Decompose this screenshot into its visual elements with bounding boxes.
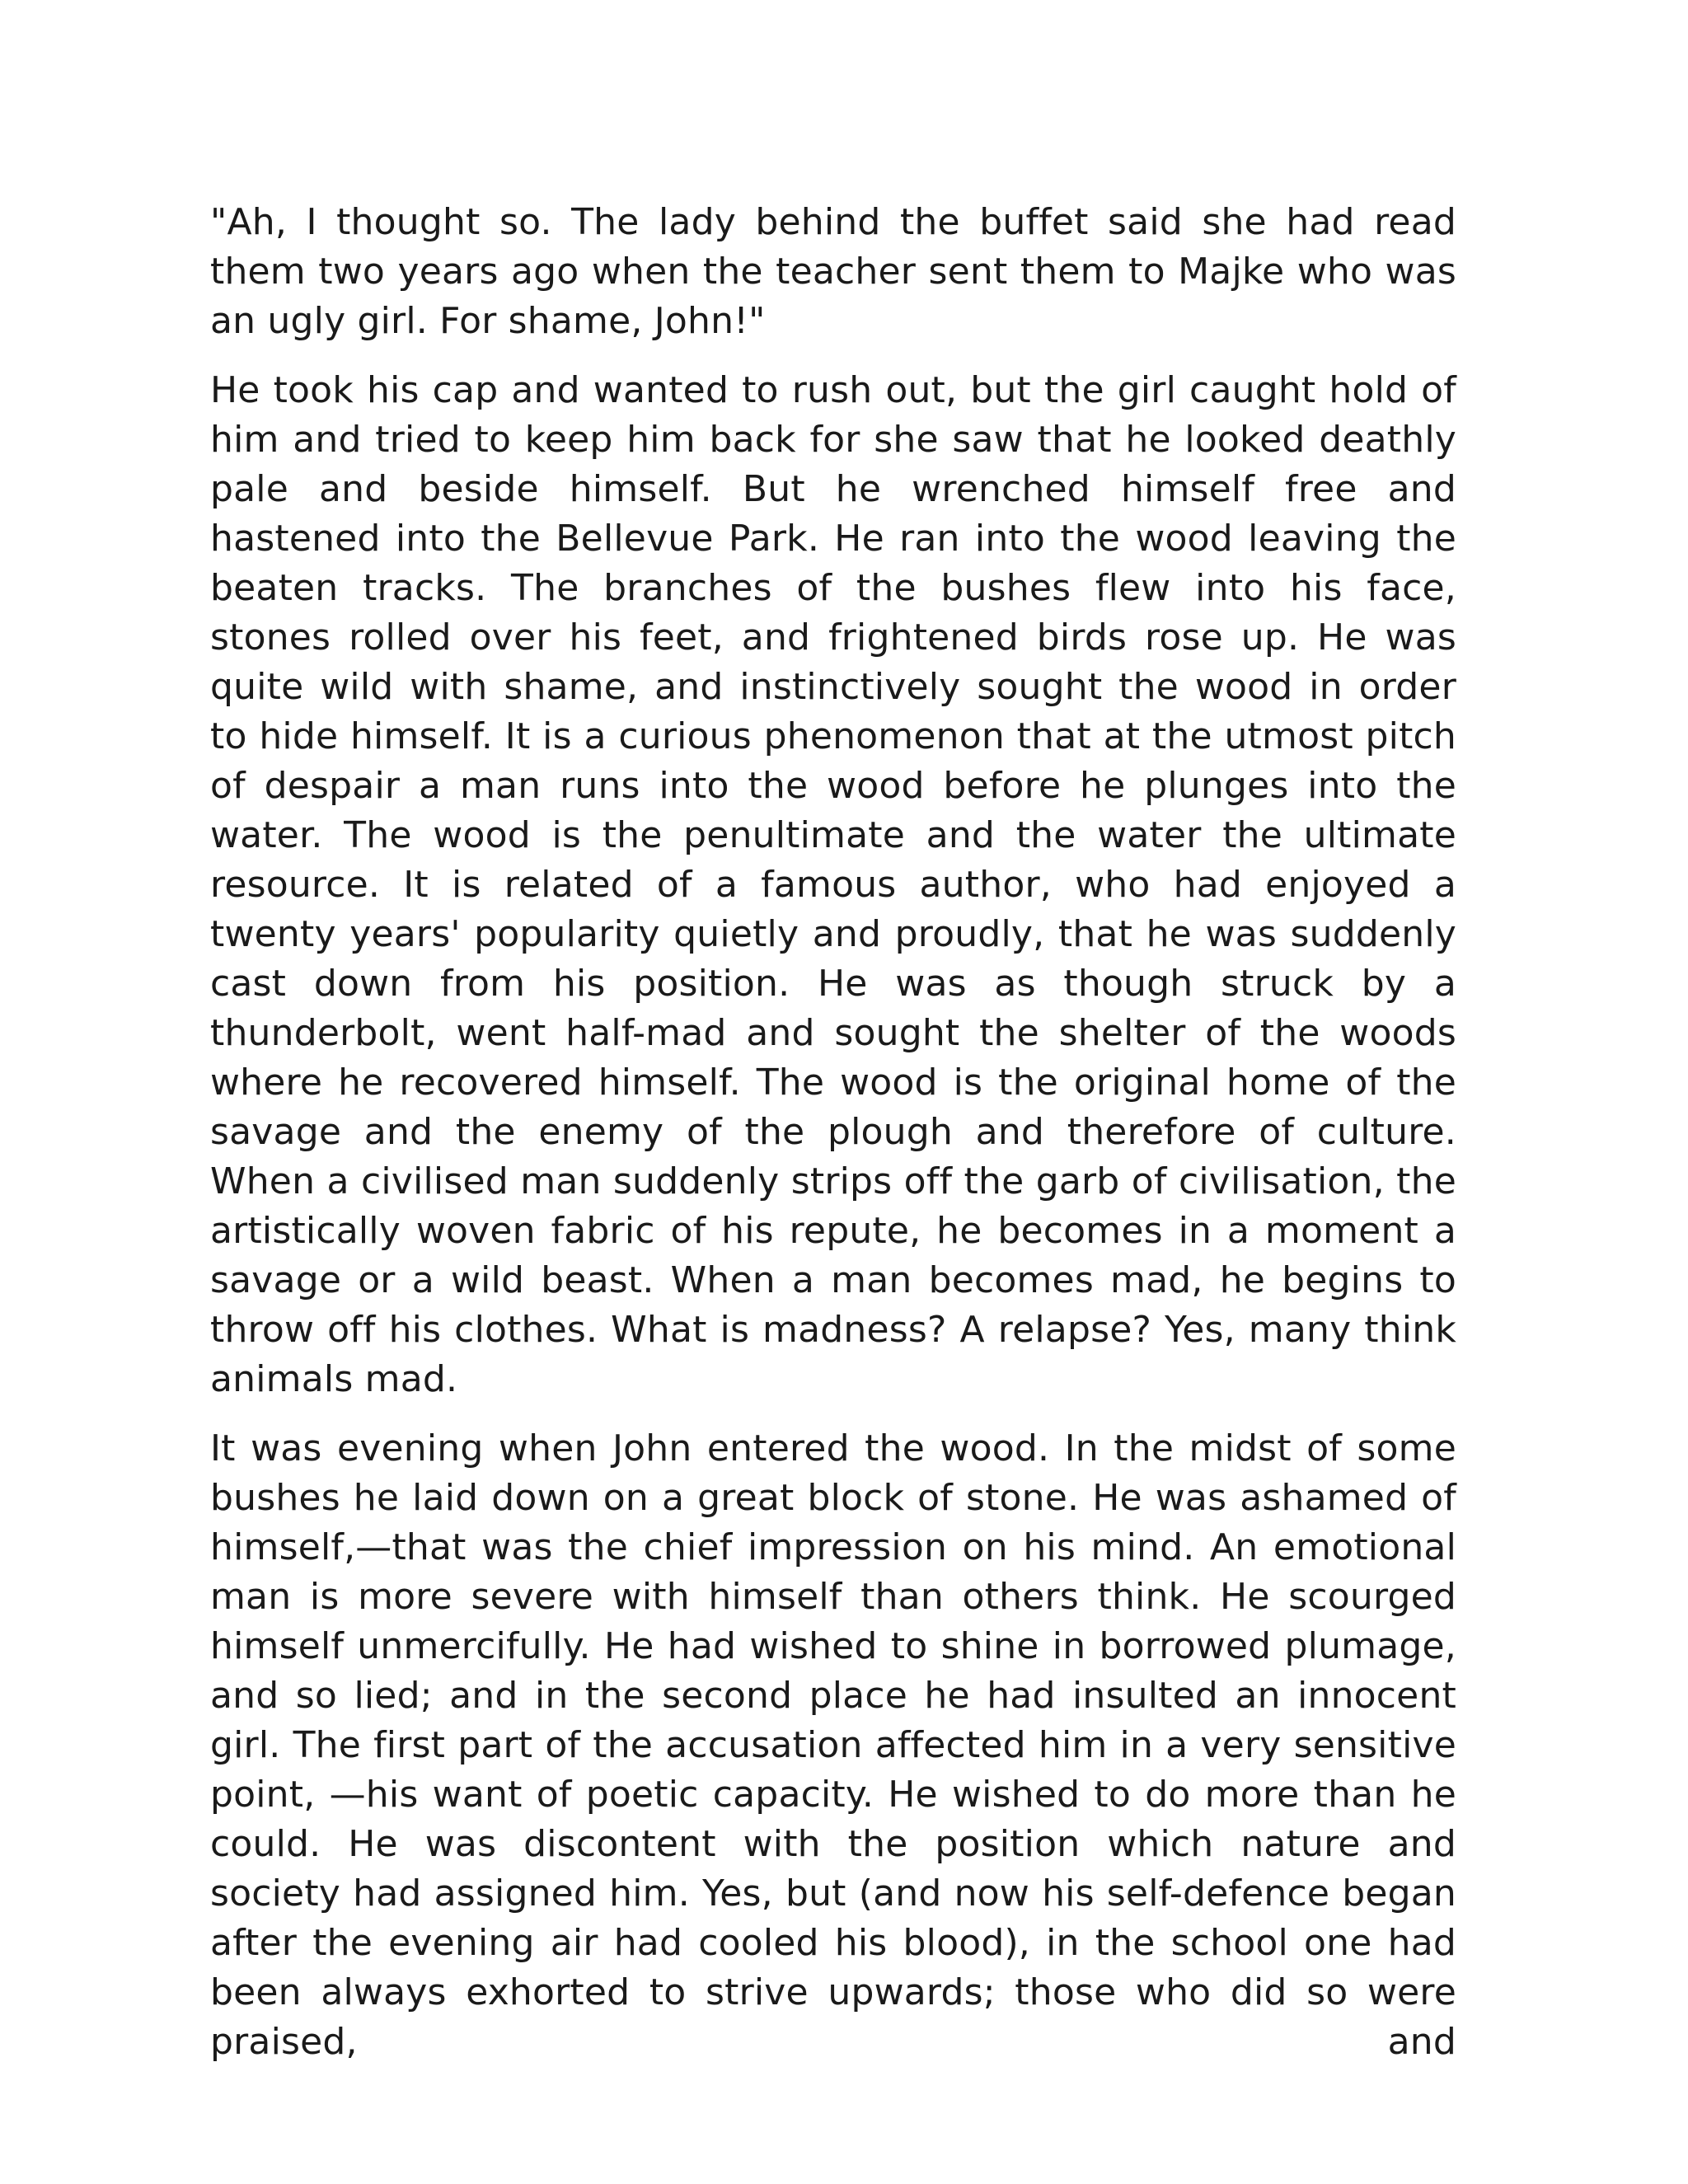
paragraph-2: He took his cap and wanted to rush out, but the girl caught hold of him and tried to keep him back for she saw that he looked deathly pale and beside himself. But he wrenched himself free and hastened into the Bellevue Park. He ran into the wood leaving the beaten tracks. The branches of the bushes flew into his face, stones rolled over his feet, and frightened birds rose up. He was quite wild with shame, and instinctively sought the wood in order to hide himself. It is a curious phenomenon that at the utmost pitch of despair a man runs into the wood before he plunges into the water. The wood is the penultimate and the water the ultimate resource. It is related of a famous author, who had enjoyed a twenty years' popularity quietly and proudly, that he was suddenly cast down from his position. He was as though struck by a thunderbolt, went half-mad and sought the shelter of the woods where he recovered himself. The wood is the original home of the savage and the enemy of the plough and therefore of culture. When a civilised man suddenly strips off the garb of civilisation, the artistically woven fabric of his repute, he becomes in a moment a savage or a wild beast. When a man becomes mad, he begins to throw off his clothes. What is madness? A relapse? Yes, many think animals mad.	[210, 369, 1456, 1400]
body-text	[210, 198, 1456, 2067]
paragraph-1: "Ah, I thought so. The lady behind the buffet said she had read them two years ago when the teacher sent them to Majke who was an ugly girl. For shame, John!"	[210, 201, 1456, 342]
paragraph-3: It was evening when John entered the wood. In the midst of some bushes he laid down on a great block of stone. He was ashamed of himself,—that was the chief impression on his mind. An emotional man is more severe with himself than others think. He scourged himself unmercifully. He had wished to shine in borrowed plumage, and so lied; and in the second place he had insulted an innocent girl. The first part of the accusation affected him in a very sensitive point, —his want of poetic capacity. He wished to do more than he could. He was discontent with the position which nature and society had assigned him. Yes, but (and now his self-defence began after the evening air had cooled his blood), in the school one had been always exhorted to strive upwards; those who did so were praised, and	[210, 1427, 1456, 2063]
